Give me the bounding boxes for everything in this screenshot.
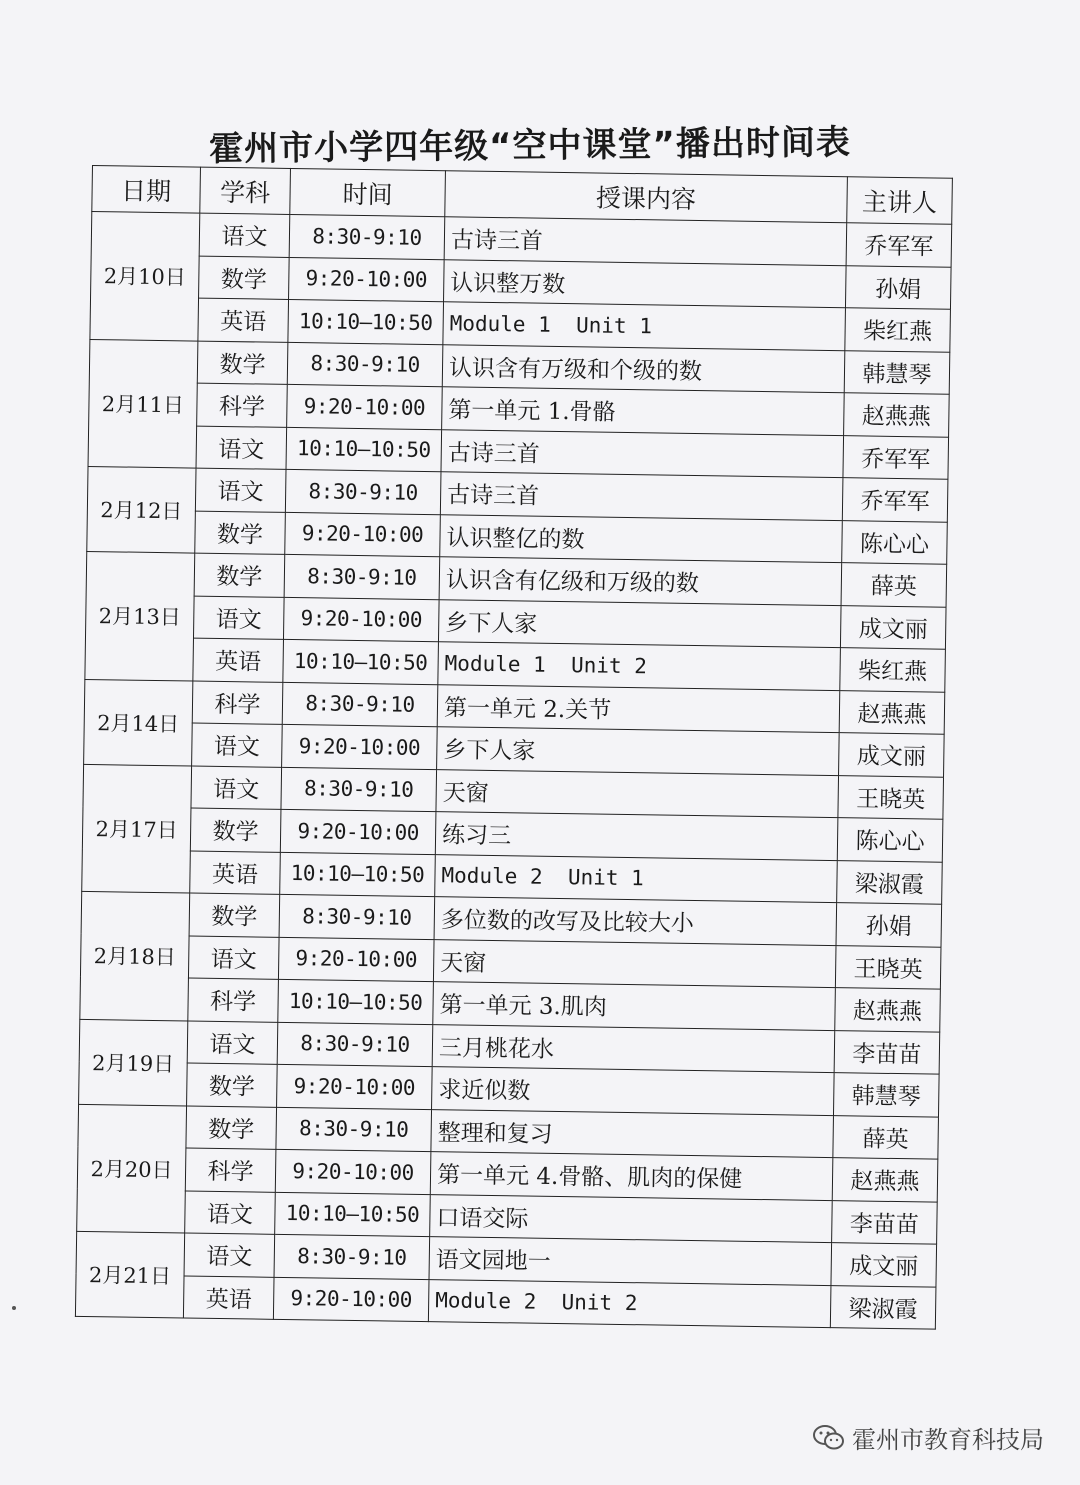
teacher-cell: 薛英 <box>833 1115 939 1159</box>
subject-cell: 科学 <box>188 978 279 1022</box>
content-cell <box>438 642 841 690</box>
teacher-cell: 王晓英 <box>838 775 944 819</box>
time-cell: 9:20-10:00 <box>273 1277 429 1322</box>
schedule-body <box>75 212 951 1330</box>
content-cell: 认识含有万级和个级的数 <box>442 344 845 392</box>
teacher-cell: 赵燕燕 <box>844 393 950 437</box>
subject-cell: 数学 <box>187 1063 278 1107</box>
teacher-cell: 孙娟 <box>836 903 942 947</box>
content-cell: 天窗 <box>436 769 839 817</box>
scan-speck <box>12 1306 16 1310</box>
content-cell: 多位数的改写及比较大小 <box>434 897 837 945</box>
subject-cell: 数学 <box>195 511 286 555</box>
subject-cell: 英语 <box>198 298 289 342</box>
date-cell: 2月12日 <box>87 466 196 553</box>
time-cell: 8:30-9:10 <box>282 682 438 727</box>
teacher-cell: 赵燕燕 <box>832 1158 938 1202</box>
time-cell: 9:20-10:00 <box>282 724 438 769</box>
header-time: 时间 <box>290 168 446 216</box>
teacher-cell: 王晓英 <box>835 945 941 989</box>
subject-cell: 数学 <box>199 256 290 300</box>
teacher-cell: 成文丽 <box>839 733 945 777</box>
content-cell <box>428 1279 831 1327</box>
time-cell: 8:30-9:10 <box>289 214 445 259</box>
content-cell: 第一单元 2.关节 <box>437 684 840 732</box>
teacher-cell: 成文丽 <box>840 605 946 649</box>
subject-cell: 语文 <box>188 936 279 980</box>
content-cell: 认识整万数 <box>444 259 847 307</box>
content-cell: 古诗三首 <box>444 217 847 265</box>
date-cell: 2月18日 <box>80 891 190 1020</box>
teacher-cell: 乔军军 <box>842 478 948 522</box>
time-cell: 10:10—10:50 <box>283 639 439 684</box>
watermark-text: 霍州市教育科技局 <box>852 1426 1044 1454</box>
teacher-cell: 孙娟 <box>845 265 951 309</box>
time-cell: 8:30-9:10 <box>279 894 435 939</box>
teacher-cell: 乔军军 <box>843 435 949 479</box>
time-cell: 8:30-9:10 <box>285 469 441 514</box>
subject-cell: 语文 <box>185 1190 276 1234</box>
content-cell: 认识整亿的数 <box>440 514 843 562</box>
content-cell: 乡下人家 <box>437 727 840 775</box>
date-cell: 2月11日 <box>88 339 198 468</box>
time-cell: 9:20-10:00 <box>275 1149 431 1194</box>
subject-cell: 数学 <box>194 553 285 597</box>
schedule-sheet <box>75 165 952 1330</box>
time-cell: 9:20-10:00 <box>277 1064 433 1109</box>
time-cell: 9:20-10:00 <box>287 384 443 429</box>
subject-cell: 语文 <box>193 596 284 640</box>
wechat-icon <box>812 1424 846 1452</box>
date-cell: 2月13日 <box>85 551 195 680</box>
subject-cell: 语文 <box>191 766 282 810</box>
subject-cell: 数学 <box>190 808 281 852</box>
time-cell: 8:30-9:10 <box>276 1107 432 1152</box>
subject-cell: 数学 <box>197 341 288 385</box>
subject-cell: 语文 <box>184 1233 275 1277</box>
subject-cell: 语文 <box>192 723 283 767</box>
content-cell <box>443 302 846 350</box>
time-cell: 10:10—10:50 <box>275 1192 431 1237</box>
teacher-cell: 赵燕燕 <box>835 988 941 1032</box>
content-cell: 古诗三首 <box>440 472 843 520</box>
subject-cell: 数学 <box>189 893 280 937</box>
subject-cell: 语文 <box>199 213 290 257</box>
content-cell: 语文园地一 <box>429 1237 832 1285</box>
date-cell: 2月14日 <box>84 679 193 766</box>
content-cell: 认识含有亿级和万级的数 <box>439 557 842 605</box>
date-cell: 2月19日 <box>79 1019 188 1106</box>
subject-cell: 英语 <box>183 1275 274 1319</box>
teacher-cell: 李苗苗 <box>832 1200 938 1244</box>
time-cell: 8:30-9:10 <box>281 767 437 812</box>
subject-cell: 科学 <box>192 681 283 725</box>
content-cell: 整理和复习 <box>431 1109 834 1157</box>
subject-cell: 数学 <box>186 1106 277 1150</box>
header-teacher: 主讲人 <box>847 177 953 225</box>
date-cell: 2月17日 <box>82 764 192 893</box>
date-cell: 2月20日 <box>77 1104 187 1233</box>
content-cell: 第一单元 3.肌肉 <box>433 982 836 1030</box>
teacher-cell: 陈心心 <box>837 818 943 862</box>
teacher-cell: 薛英 <box>841 563 947 607</box>
date-cell: 2月10日 <box>90 212 200 341</box>
time-cell: 10:10—10:50 <box>288 299 444 344</box>
teacher-cell: 成文丽 <box>831 1243 937 1287</box>
content-text: Module 2 Unit 1 <box>441 863 644 891</box>
content-cell: 求近似数 <box>432 1067 835 1115</box>
teacher-cell: 梁淑霞 <box>837 860 943 904</box>
subject-cell: 语文 <box>195 468 286 512</box>
content-cell: 第一单元 4.骨骼、肌肉的保健 <box>430 1152 833 1200</box>
header-subject: 学科 <box>200 167 291 214</box>
teacher-cell: 赵燕燕 <box>839 690 945 734</box>
teacher-cell: 梁淑霞 <box>830 1285 936 1329</box>
teacher-cell: 韩慧琴 <box>833 1073 939 1117</box>
content-cell: 口语交际 <box>430 1194 833 1242</box>
content-text: Module 1 Unit 1 <box>449 311 653 339</box>
content-cell: 天窗 <box>433 939 836 987</box>
schedule-table <box>75 165 953 1330</box>
teacher-cell: 柴红燕 <box>840 648 946 692</box>
teacher-cell: 乔军军 <box>846 223 952 267</box>
time-cell: 9:20-10:00 <box>289 257 445 302</box>
content-text: Module 2 Unit 2 <box>435 1288 638 1316</box>
time-cell: 9:20-10:00 <box>278 937 434 982</box>
header-date: 日期 <box>92 166 201 214</box>
subject-cell: 英语 <box>190 851 281 895</box>
time-cell: 10:10—10:50 <box>286 427 442 472</box>
subject-cell: 科学 <box>197 383 288 427</box>
time-cell: 9:20-10:00 <box>285 512 441 557</box>
content-cell: 练习三 <box>435 812 838 860</box>
content-text: Module 1 Unit 2 <box>444 651 648 679</box>
content-cell: 乡下人家 <box>438 599 841 647</box>
subject-cell: 英语 <box>193 638 284 682</box>
teacher-cell: 韩慧琴 <box>844 350 950 394</box>
time-cell: 9:20-10:00 <box>280 809 436 854</box>
header-content: 授课内容 <box>445 171 848 223</box>
time-cell: 10:10—10:50 <box>280 852 436 897</box>
time-cell: 8:30-9:10 <box>274 1234 430 1279</box>
time-cell: 10:10—10:50 <box>278 979 434 1024</box>
teacher-cell: 李苗苗 <box>834 1030 940 1074</box>
page-title: 霍州市小学四年级“空中课堂”播出时间表 <box>208 122 852 170</box>
subject-cell: 语文 <box>187 1021 278 1065</box>
date-cell: 2月21日 <box>75 1231 184 1318</box>
time-cell: 8:30-9:10 <box>287 342 443 387</box>
teacher-cell: 陈心心 <box>842 520 948 564</box>
content-cell: 第一单元 1.骨骼 <box>442 387 845 435</box>
time-cell: 8:30-9:10 <box>284 554 440 599</box>
time-cell: 9:20-10:00 <box>283 597 439 642</box>
content-cell <box>435 854 838 902</box>
teacher-cell: 柴红燕 <box>845 308 951 352</box>
time-cell: 8:30-9:10 <box>277 1022 433 1067</box>
content-cell: 古诗三首 <box>441 429 844 477</box>
subject-cell: 语文 <box>196 426 287 470</box>
content-cell: 三月桃花水 <box>432 1024 835 1072</box>
subject-cell: 科学 <box>185 1148 276 1192</box>
watermark <box>812 1420 1044 1455</box>
